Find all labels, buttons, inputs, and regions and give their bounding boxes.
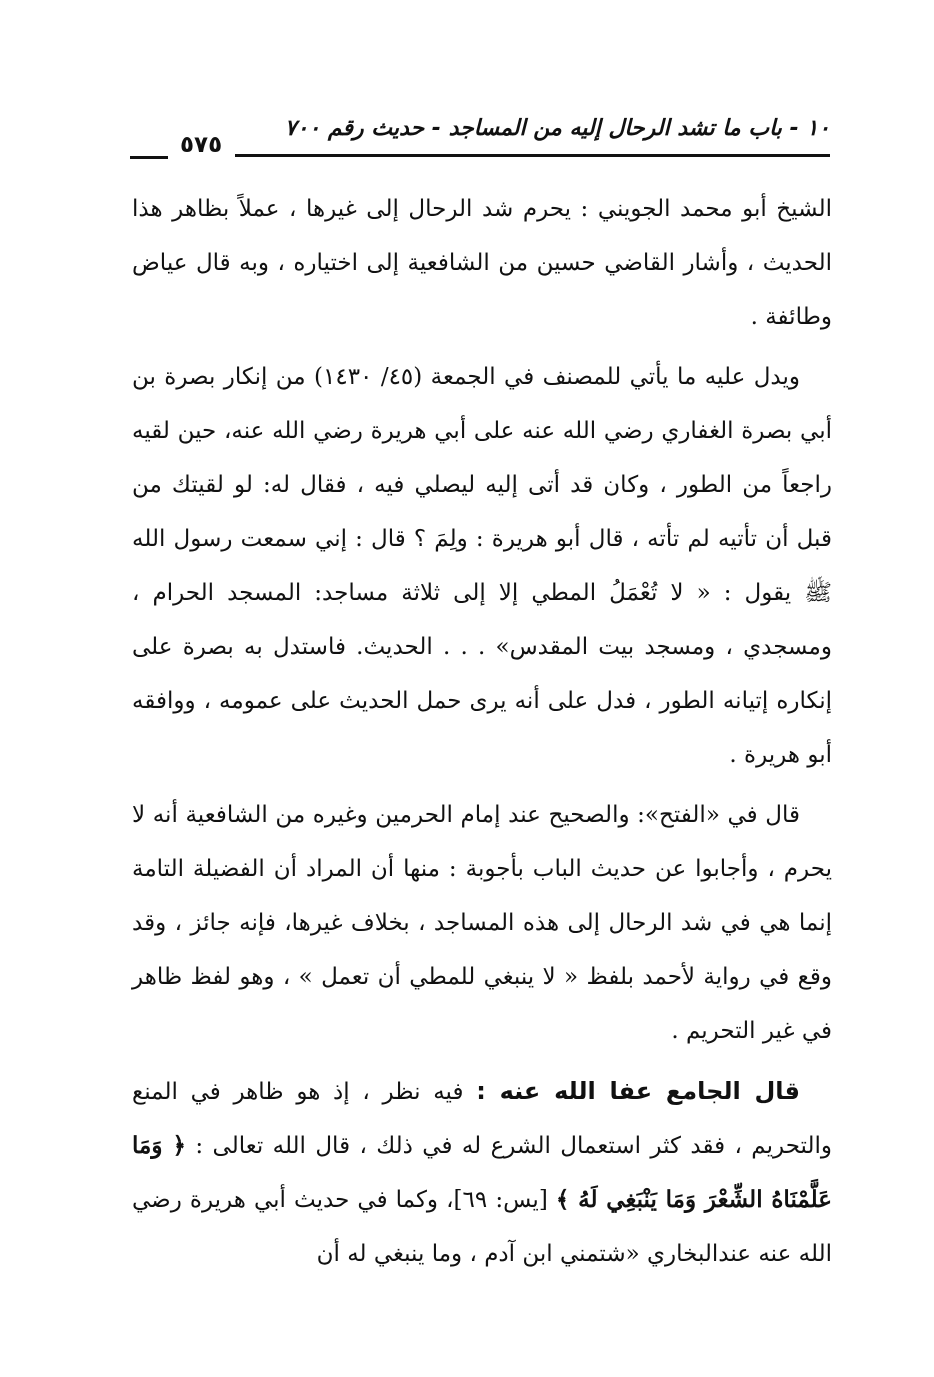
page-header (130, 112, 830, 170)
paragraph-4-text-2: [يس: ٦٩]، وكما في حديث أبي هريرة رضي الله عنه عندالبخاري «شتمني ابن آدم ، وما ينبغي له أن (132, 1187, 832, 1267)
quran-verse: ﴿ وَمَا عَلَّمْنَاهُ الشِّعْرَ وَمَا يَنْبَغِي لَهُ ﴾ (132, 1132, 833, 1213)
paragraph-1: الشيخ أبو محمد الجويني : يحرم شد الرحال إلى غيرها ، عملاً بظاهر هذا الحديث ، وأشار القاضي حسين من الشافعية إلى اختياره ، وبه قال عياض وطائفة . (132, 196, 832, 330)
header-rule (235, 154, 830, 157)
compiler-remark-heading: قال الجامع عفا الله عنه : (476, 1077, 800, 1105)
running-title: ١٠ - باب ما تشد الرحال إليه من المساجد - حديث رقم ٧٠٠ (284, 116, 830, 141)
page-number-rule (130, 156, 168, 159)
page-number: ٥٧٥ (180, 132, 223, 158)
paragraph-4-text-1: فيه نظر ، إذ هو ظاهر في المنع والتحريم ، فقد كثر استعمال الشرع له في ذلك ، قال الله تعالى : (132, 1079, 832, 1159)
paragraph-4 (132, 1064, 832, 1281)
body-text (132, 182, 832, 1281)
paragraph-2: ويدل عليه ما يأتي للمصنف في الجمعة (٤٥/ ١٤٣٠) من إنكار بصرة بن أبي بصرة الغفاري رضي الله عنه على أبي هريرة رضي الله عنه، حين لقيه راجعاً من الطور ، وكان قد أتى إليه ليصلي فيه ، فقال له: لو لقيتك من قبل أن تأتيه لم تأته ، قال أبو هريرة : ولِمَ ؟ قال : إني سمعت رسول الله ﷺ يقول : « لا تُعْمَلُ المطي إلا إلى ثلاثة مساجد: المسجد الحرام ، ومسجدي ، ومسجد بيت المقدس» . . . الحديث. فاستدل به بصرة على إنكاره إتيانه الطور ، فدل على أنه يرى حمل الحديث على عمومه ، ووافقه أبو هريرة . (132, 364, 832, 768)
paragraph-3: قال في «الفتح»: والصحيح عند إمام الحرمين وغيره من الشافعية أنه لا يحرم ، وأجابوا عن حديث الباب بأجوبة : منها أن المراد أن الفضيلة التامة إنما هي في شد الرحال إلى هذه المساجد ، بخلاف غيرها، فإنه جائز ، وقد وقع في رواية لأحمد بلفظ « لا ينبغي للمطي أن تعمل » ، وهو لفظ ظاهر في غير التحريم . (132, 802, 832, 1044)
